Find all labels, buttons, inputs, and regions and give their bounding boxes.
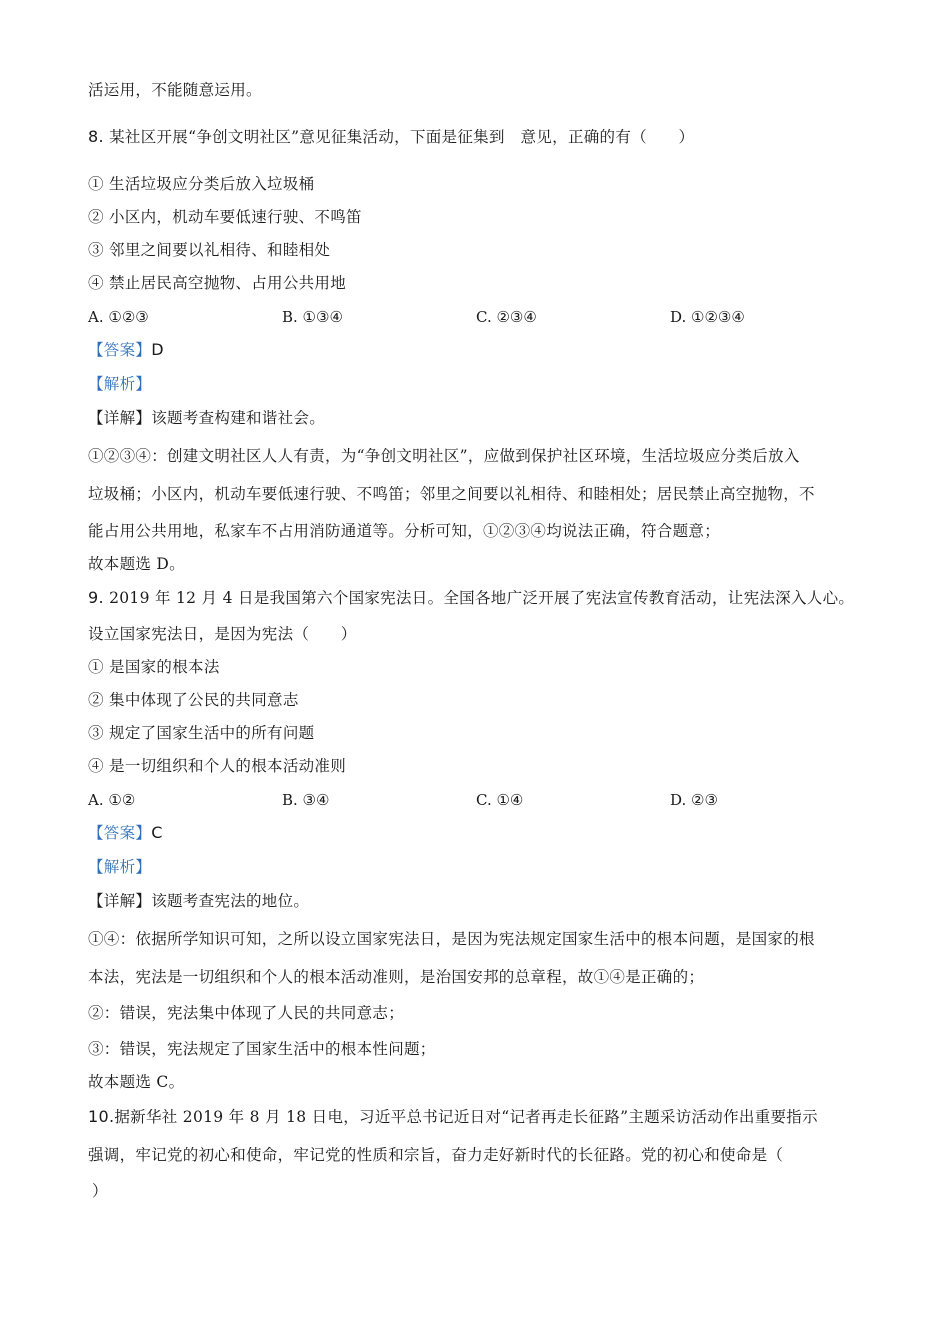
question-number: 10. <box>88 1107 115 1126</box>
answer-value: C <box>151 823 163 842</box>
q8-options <box>88 307 878 327</box>
q9-item-3: ③ 规定了国家生活中的所有问题 <box>88 724 315 742</box>
q9-item-4: ④ 是一切组织和个人的根本活动准则 <box>88 757 347 775</box>
question-8-stem <box>88 127 694 147</box>
question-text: 据新华社 2019 年 8 月 18 日电，习近平总书记近日对“记者再走长征路”主题采访活动作出重要指示 <box>114 1108 818 1126</box>
q8-explanation-2: 垃圾桶；小区内，机动车要低速行驶、不鸣笛；邻里之间要以礼相待、和睦相处；居民禁止高空抛物，不 <box>88 485 815 503</box>
q8-item-1: ① 生活垃圾应分类后放入垃圾桶 <box>88 175 315 193</box>
question-text: 2019 年 12 月 4 日是我国第六个国家宪法日。全国各地广泛开展了宪法宣传教育活动，让宪法深入人心。 <box>103 589 855 607</box>
answer-value: D <box>151 340 164 359</box>
option-a: A. ①②③ <box>88 308 149 326</box>
question-10-stem-2: 强调，牢记党的初心和使命，牢记党的性质和宗旨，奋力走好新时代的长征路。党的初心和使命是（ <box>88 1146 784 1164</box>
question-10-stem-3: ） <box>92 1182 108 1200</box>
continued-text: 活运用，不能随意运用。 <box>88 81 262 99</box>
detail-intro: 该题考查构建和谐社会。 <box>151 409 326 427</box>
question-number: 8. <box>88 127 104 146</box>
q9-explanation-3: ②：错误，宪法集中体现了人民的共同意志； <box>88 1004 405 1022</box>
q9-explanation-2: 本法，宪法是一切组织和个人的根本活动准则，是治国安邦的总章程，故①④是正确的； <box>88 968 705 986</box>
q8-analysis-tag: 【解析】 <box>88 375 152 393</box>
detail-tag: 【详解】 <box>88 892 152 910</box>
option-b: B. ①③④ <box>282 308 343 326</box>
question-number: 9. <box>88 588 104 607</box>
detail-intro: 该题考查宪法的地位。 <box>151 892 310 910</box>
q8-item-3: ③ 邻里之间要以礼相待、和睦相处 <box>88 241 331 259</box>
option-c: C. ②③④ <box>476 308 537 326</box>
option-d: D. ①②③④ <box>670 308 745 326</box>
q9-options <box>88 790 878 810</box>
q9-analysis-tag: 【解析】 <box>88 858 152 876</box>
q9-detail <box>88 891 309 911</box>
q9-conclusion: 故本题选 C。 <box>88 1073 185 1091</box>
q9-item-1: ① 是国家的根本法 <box>88 658 220 676</box>
answer-tag: 【答案】 <box>88 824 152 842</box>
option-b: B. ③④ <box>282 791 330 809</box>
q9-explanation-1: ①④：依据所学知识可知，之所以设立国家宪法日，是因为宪法规定国家生活中的根本问题，是国家的根 <box>88 930 815 948</box>
q9-explanation-4: ③：错误，宪法规定了国家生活中的根本性问题； <box>88 1040 436 1058</box>
answer-tag: 【答案】 <box>88 341 152 359</box>
question-9-stem <box>88 588 854 608</box>
q8-explanation-3: 能占用公共用地，私家车不占用消防通道等。分析可知，①②③④均说法正确，符合题意； <box>88 522 721 540</box>
question-text: 某社区开展“争创文明社区”意见征集活动，下面是征集到 意见，正确的有（ ） <box>109 128 695 146</box>
q9-answer <box>88 823 163 843</box>
q8-explanation-1: ①②③④：创建文明社区人人有责，为“争创文明社区”，应做到保护社区环境，生活垃圾应分类后放入 <box>88 447 800 465</box>
q8-answer <box>88 340 164 360</box>
option-d: D. ②③ <box>670 791 718 809</box>
q8-conclusion: 故本题选 D。 <box>88 555 185 573</box>
q9-item-2: ② 集中体现了公民的共同意志 <box>88 691 299 709</box>
detail-tag: 【详解】 <box>88 409 152 427</box>
q8-detail <box>88 408 325 428</box>
question-9-stem-2: 设立国家宪法日，是因为宪法（ ） <box>88 625 357 643</box>
option-c: C. ①④ <box>476 791 524 809</box>
question-10-stem <box>88 1107 818 1127</box>
q8-item-2: ② 小区内，机动车要低速行驶、不鸣笛 <box>88 208 362 226</box>
option-a: A. ①② <box>88 791 136 809</box>
q8-item-4: ④ 禁止居民高空抛物、占用公共用地 <box>88 274 347 292</box>
